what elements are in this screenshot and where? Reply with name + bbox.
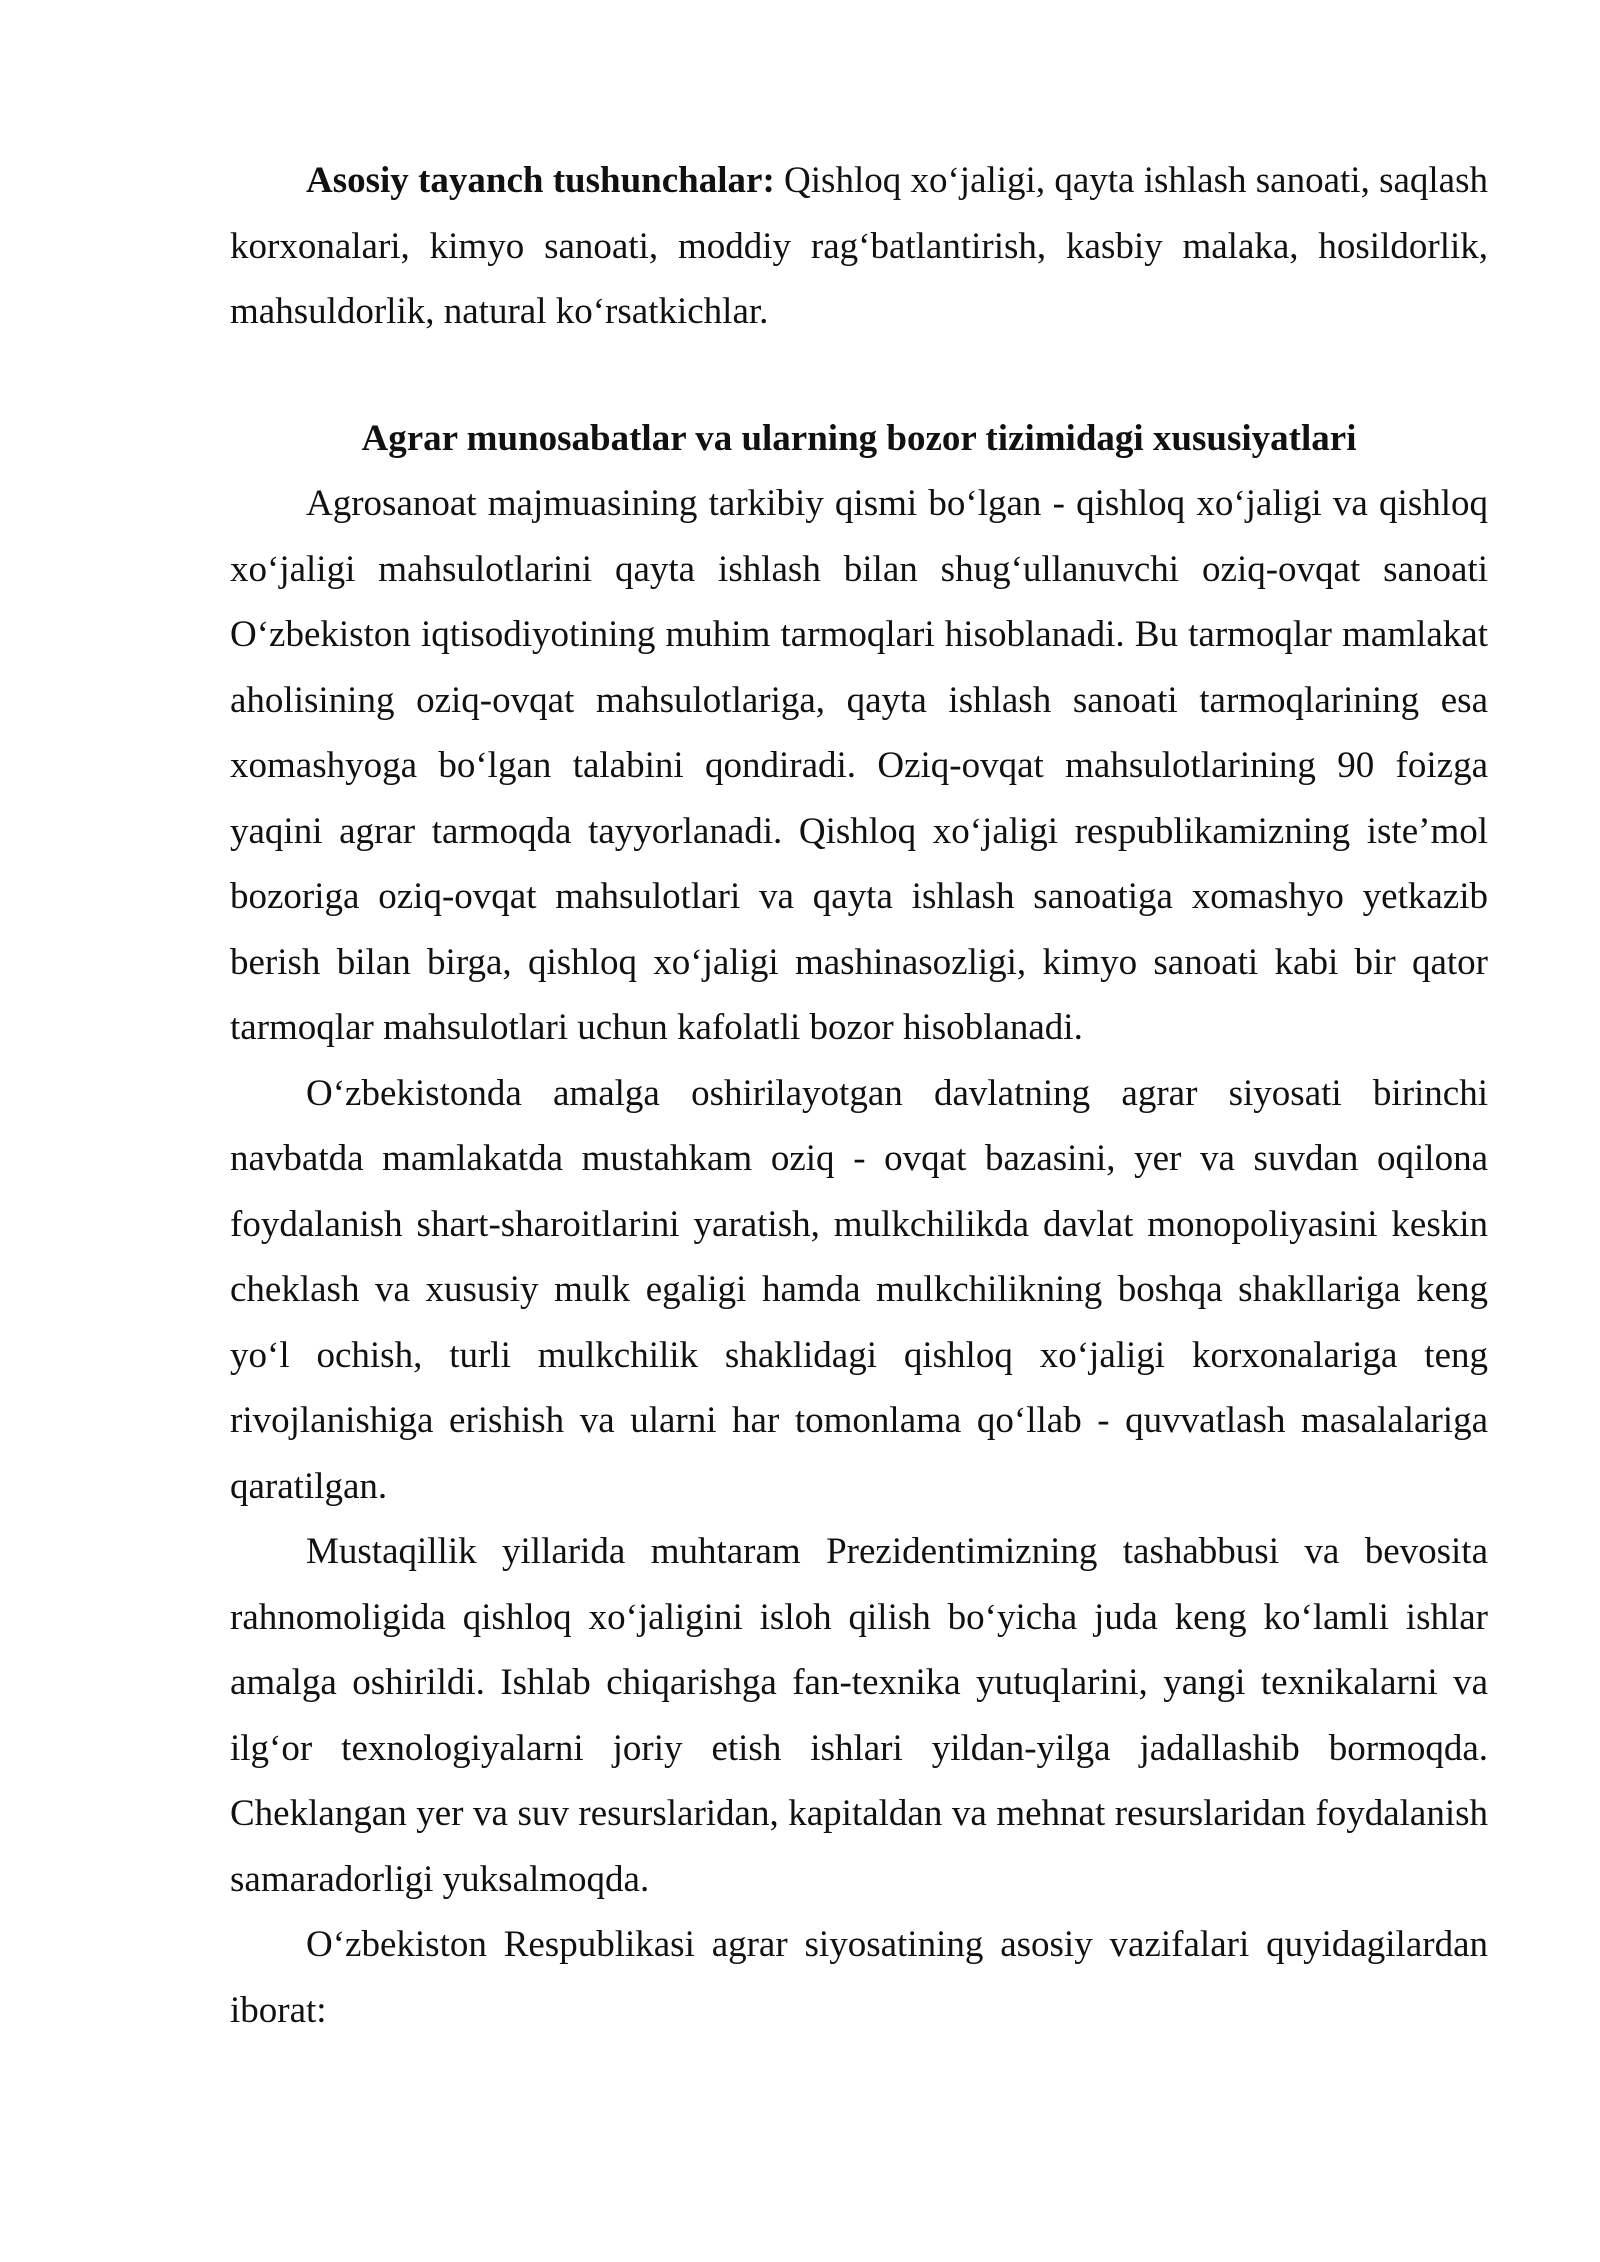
paragraph-agro-industrial: Agrosanoat majmuasining tarkibiy qismi bo‘lgan - qishloq xo‘jaligi va qishloq xo‘jaligi mahsulotlarini qayta ishlash bilan shug‘ullanuvchi oziq-ovqat sanoati O‘zbekiston iqtisodiyotining muhim tarmoqlari hisoblanadi. Bu tarmoqlar mamlakat aholisining oziq-ovqat mahsulotlariga, qayta ishlash sanoati tarmoqlarining esa xomashyoga bo‘lgan talabini qondiradi. Oziq-ovqat mahsulotlarining 90 foizga yaqini agrar tarmoqda tayyorlanadi. Qishloq xo‘jaligi respublikamizning iste’mol bozoriga oziq-ovqat mahsulotlari va qayta ishlash sanoatiga xomashyo yetkazib berish bilan birga, qishloq xo‘jaligi mashinasozligi, kimyo sanoati kabi bir qator tarmoqlar mahsulotlari uchun kafolatli bozor hisoblanadi.: [230, 483, 1488, 1048]
paragraph-agrarian-policy: O‘zbekistonda amalga oshirilayotgan davlatning agrar siyosati birinchi navbatda mamlakatda mustahkam oziq - ovqat bazasini, yer va suvdan oqilona foydalanish shart-sharoitlarini yaratish, mulkchilikda davlat monopoliyasini keskin cheklash va xususiy mulk egaligi hamda mulkchilikning boshqa shakllariga keng yo‘l ochish, turli mulkchilik shaklidagi qishloq xo‘jaligi korxonalariga teng rivojlanishiga erishish va ularni har tomonlama qo‘llab - quvvatlash masalalariga qaratilgan.: [230, 1072, 1488, 1507]
section-spacer: [230, 345, 1488, 406]
document-page: [230, 148, 1488, 2043]
keywords-paragraph: [230, 148, 1488, 345]
keywords-text: Qishloq xo‘jaligi, qayta ishlash sanoati, saqlash korxonalari, kimyo sanoati, moddiy rag‘batlantirish, kasbiy malaka, hosildorlik, mahsuldorlik, natural ko‘rsatkichlar.: [230, 160, 1488, 332]
paragraph-independence-reforms: Mustaqillik yillarida muhtaram Prezidentimizning tashabbusi va bevosita rahnomoligida qishloq xo‘jaligini isloh qilish bo‘yicha juda keng ko‘lamli ishlar amalga oshirildi. Ishlab chiqarishga fan-texnika yutuqlarini, yangi texnikalarni va ilg‘or texnologiyalarni joriy etish ishlari yildan-yilga jadallashib bormoqda. Cheklangan yer va suv resurslaridan, kapitaldan va mehnat resurslaridan foydalanish samaradorligi yuksalmoqda.: [230, 1531, 1488, 1900]
section-heading: Agrar munosabatlar va ularning bozor tizimidagi xususiyatlari: [361, 417, 1357, 459]
keywords-label: Asosiy tayanch tushunchalar:: [306, 160, 775, 201]
paragraph-policy-tasks: O‘zbekiston Respublikasi agrar siyosatining asosiy vazifalari quyidagilardan iborat:: [230, 1924, 1488, 2031]
